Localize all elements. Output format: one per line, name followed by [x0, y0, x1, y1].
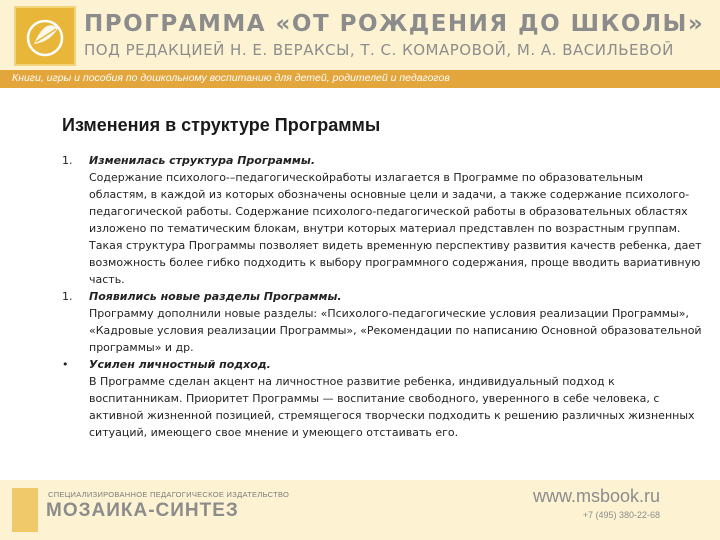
item-heading: Изменилась структура Программы. — [89, 154, 316, 167]
logo-leaf-icon — [16, 8, 74, 64]
item-text: Содержание психолого-–педагогическойработы излагается в Программе по образовательным областям, в каждой из которых обозначены основные цели и задачи, а также содержание психолого-педагогической работы. Содержание психолого-педагогической работы в образовательных областях изложено по тематическим блокам, внутри которых материал представлен по возрастным группам. Такая структура Программы позволяет видеть временную перспективу развития качеств ребенка, дает возможность более гибко подходить к выбору программного содержания, проще вводить вариативную часть. — [89, 171, 702, 286]
header-banner — [0, 0, 720, 70]
publisher-name: МОЗАИКА-СИНТЕЗ — [46, 500, 239, 521]
program-editors: ПОД РЕДАКЦИЕЙ Н. Е. ВЕРАКСЫ, Т. С. КОМАРОВОЙ, М. А. ВАСИЛЬЕВОЙ — [84, 41, 674, 59]
tagline-bar — [0, 70, 720, 88]
slide-title: Изменения в структуре Программы — [62, 115, 381, 135]
program-title: ПРОГРАММА «ОТ РОЖДЕНИЯ ДО ШКОЛЫ» — [84, 11, 705, 37]
list-item — [62, 356, 702, 441]
footer-emblem-icon — [12, 488, 38, 532]
item-heading: Появились новые разделы Программы. — [89, 290, 342, 303]
footer-banner — [0, 480, 720, 540]
item-text: В Программе сделан акцент на личностное развитие ребенка, индивидуальный подход к воспитанникам. Приоритет Программы — воспитание свободного, уверенного в себе человека, с активной жизненной позицией, стремящегося творчески подходить к решению различных жизненных ситуаций, имеющего свое мнение и умеющего отстаивать его. — [89, 375, 695, 439]
publisher-label: СПЕЦИАЛИЗИРОВАННОЕ ПЕДАГОГИЧЕСКОЕ ИЗДАТЕЛЬСТВО — [48, 490, 290, 499]
list-marker: 1. — [62, 154, 73, 167]
website-link[interactable]: www.msbook.ru — [532, 486, 660, 506]
list-marker: • — [62, 358, 69, 371]
list-item — [62, 288, 702, 356]
phone-number: +7 (495) 380-22-68 — [582, 510, 660, 520]
tagline-text: Книги, игры и пособия по дошкольному воспитанию для детей, родителей и педагогов — [12, 72, 450, 84]
slide-content — [62, 152, 702, 441]
logo-emblem-icon — [14, 6, 76, 66]
item-text: Программу дополнили новые разделы: «Психолого-педагогические условия реализации Программы», «Кадровые условия реализации Программы», «Рекомендации по написанию Основной образовательной программы» и др. — [89, 307, 702, 354]
list-item — [62, 152, 702, 288]
item-heading: Усилен личностный подход. — [89, 358, 271, 371]
list-marker: 1. — [62, 290, 73, 303]
